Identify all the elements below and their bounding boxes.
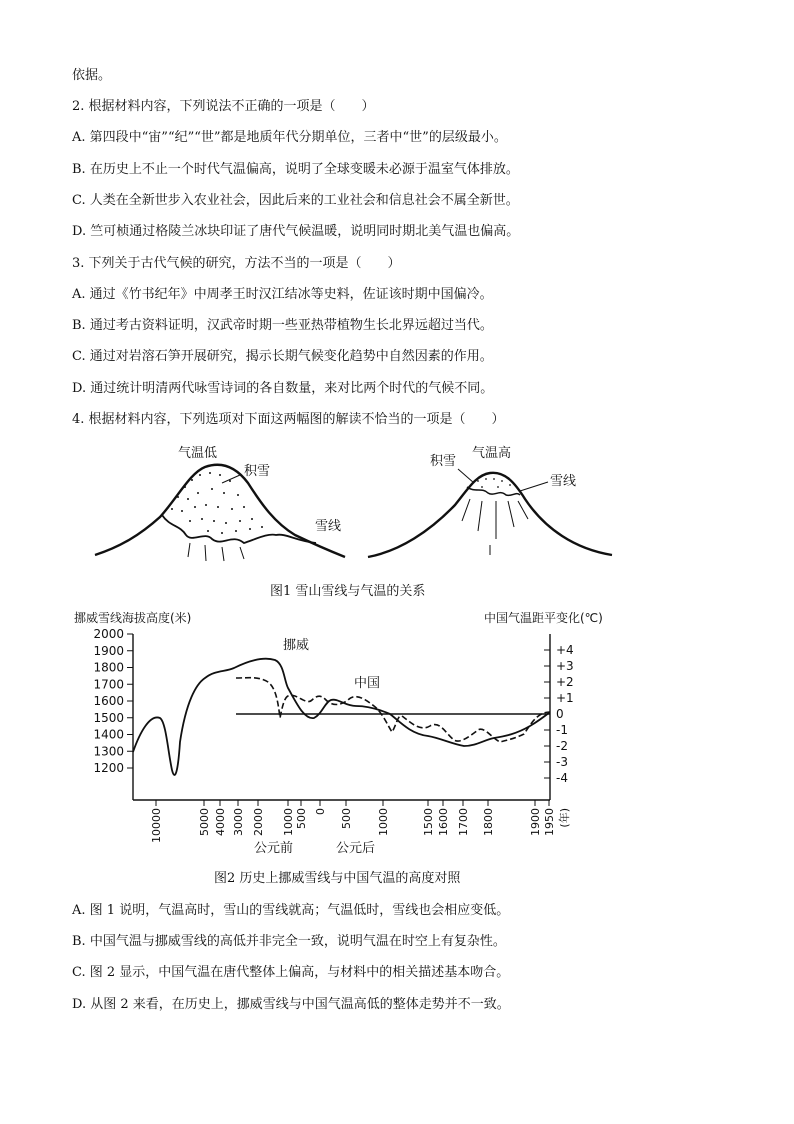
x-tick-label: 1500: [422, 808, 435, 836]
right-tick-label: +3: [556, 659, 574, 673]
x-tick-label: 3000: [232, 808, 245, 836]
question-3-option-b: B. 通过考古资料证明，汉武帝时期一些亚热带植物生长北界远超过当代。: [72, 318, 493, 333]
question-2-option-a: A. 第四段中“宙”“纪”“世”都是地质年代分期单位，三者中“世”的层级最小。: [72, 130, 507, 145]
right-snow-label: 积雪: [430, 454, 457, 469]
left-snowline: [162, 515, 316, 543]
left-tick-label: 1600: [93, 694, 124, 708]
right-snowline-label: 雪线: [550, 474, 577, 489]
x-tick-label: 10000: [150, 808, 163, 843]
figure-2-caption: 图2 历史上挪威雪线与中国气温的高度对照: [214, 871, 461, 886]
left-slope-strokes: [188, 543, 244, 561]
x-tick-label: 1600: [437, 808, 450, 836]
question-4-stem: 4. 根据材料内容，下列选项对下面这两幅图的解读不恰当的一项是（ ）: [72, 412, 505, 427]
left-tick-label: 1300: [93, 744, 124, 759]
left-tick-label: 1700: [93, 677, 124, 692]
left-snow-pointer: [222, 475, 240, 483]
left-axis-ticks: [93, 627, 133, 775]
norway-snowline-curve: [133, 659, 550, 775]
x-tick-label: 1000: [377, 808, 390, 836]
x-tick-label: 1800: [482, 808, 495, 836]
right-tick-label: 0: [556, 707, 564, 721]
figure-1-snow-mountains: [0, 435, 794, 600]
right-snowline-pointer: [520, 482, 548, 491]
x-tick-label: 0: [314, 808, 327, 815]
question-3-option-a: A. 通过《竹书纪年》中周孝王时汉江结冰等史料，佐证该时期中国偏冷。: [72, 287, 493, 302]
x-unit-label: (年): [558, 808, 571, 828]
x-tick-label: 1000: [282, 808, 295, 836]
right-snowline: [467, 487, 520, 495]
left-title-label: 气温低: [178, 446, 218, 461]
left-tick-label: 1500: [93, 710, 124, 725]
x-tick-label: 1950: [543, 808, 556, 836]
question-3-stem: 3. 下列关于古代气候的研究，方法不当的一项是（ ）: [72, 256, 401, 271]
left-tick-label: 1200: [93, 761, 124, 775]
right-tick-label: -4: [556, 771, 568, 785]
left-tick-label: 1800: [93, 660, 124, 675]
right-tick-label: +4: [556, 643, 574, 657]
china-temperature-curve: [236, 678, 550, 742]
x-tick-label: 1900: [529, 808, 542, 836]
right-mountain-diagram: [368, 445, 612, 557]
x-axis-ticks: [150, 800, 571, 843]
question-4-option-b: B. 中国气温与挪威雪线的高低并非完全一致，说明气温在时空上有复杂性。: [72, 934, 506, 949]
right-slope-strokes: [462, 499, 528, 555]
series-label-norway: 挪威: [283, 638, 310, 653]
question-3-option-d: D. 通过统计明清两代咏雪诗词的各自数量，来对比两个时代的气候不同。: [72, 381, 494, 396]
series-label-china: 中国: [354, 676, 381, 691]
question-2-stem: 2. 根据材料内容，下列说法不正确的一项是（ ）: [72, 99, 375, 114]
x-tick-label: 2000: [252, 808, 265, 836]
figure-2-chart: [0, 602, 794, 862]
right-title-label: 气温高: [472, 446, 512, 461]
left-snow-dots: [171, 472, 263, 534]
right-tick-label: +2: [556, 675, 574, 689]
left-tick-label: 2000: [93, 627, 124, 641]
left-tick-label: 1900: [93, 643, 124, 658]
right-tick-label: -3: [556, 755, 568, 769]
question-3-option-c: C. 通过对岩溶石笋开展研究，揭示长期气候变化趋势中自然因素的作用。: [72, 349, 493, 364]
figure-1-caption: 图1 雪山雪线与气温的关系: [270, 584, 426, 599]
question-2-option-c: C. 人类在全新世步入农业社会，因此后来的工业社会和信息社会不属全新世。: [72, 193, 519, 208]
question-2-option-d: D. 竺可桢通过格陵兰冰块印证了唐代气候温暖，说明同时期北美气温也偏高。: [72, 224, 520, 239]
right-snow-pointer: [458, 469, 474, 483]
right-tick-label: -1: [556, 723, 568, 737]
x-tick-label: 500: [295, 808, 308, 829]
text-line: 依据。: [72, 68, 112, 83]
question-2-option-b: B. 在历史上不止一个时代气温偏高，说明了全球变暖未必源于温室气体排放。: [72, 162, 519, 177]
x-tick-label: 1700: [457, 808, 470, 836]
x-tick-label: 500: [340, 808, 353, 829]
ce-label: 公元后: [336, 841, 376, 856]
x-tick-label: 4000: [214, 808, 227, 836]
question-4-option-d: D. 从图 2 来看，在历史上，挪威雪线与中国气温高低的整体走势并不一致。: [72, 997, 510, 1012]
left-mountain-outline: [95, 465, 345, 557]
left-snowline-label: 雪线: [315, 519, 342, 534]
x-tick-label: 5000: [198, 808, 211, 836]
right-snow-dots: [477, 478, 511, 488]
right-tick-label: +1: [556, 691, 574, 705]
question-4-option-c: C. 图 2 显示，中国气温在唐代整体上偏高，与材料中的相关描述基本吻合。: [72, 965, 510, 980]
left-tick-label: 1400: [93, 727, 124, 742]
bce-label: 公元前: [254, 841, 294, 856]
left-axis-title: 挪威雪线海拔高度(米): [74, 611, 192, 625]
right-tick-label: -2: [556, 739, 568, 753]
left-snow-label: 积雪: [244, 464, 271, 479]
left-mountain-diagram: [95, 446, 345, 561]
question-4-option-a: A. 图 1 说明，气温高时，雪山的雪线就高；气温低时，雪线也会相应变低。: [72, 903, 510, 918]
right-axis-title: 中国气温距平变化(℃): [484, 611, 603, 625]
